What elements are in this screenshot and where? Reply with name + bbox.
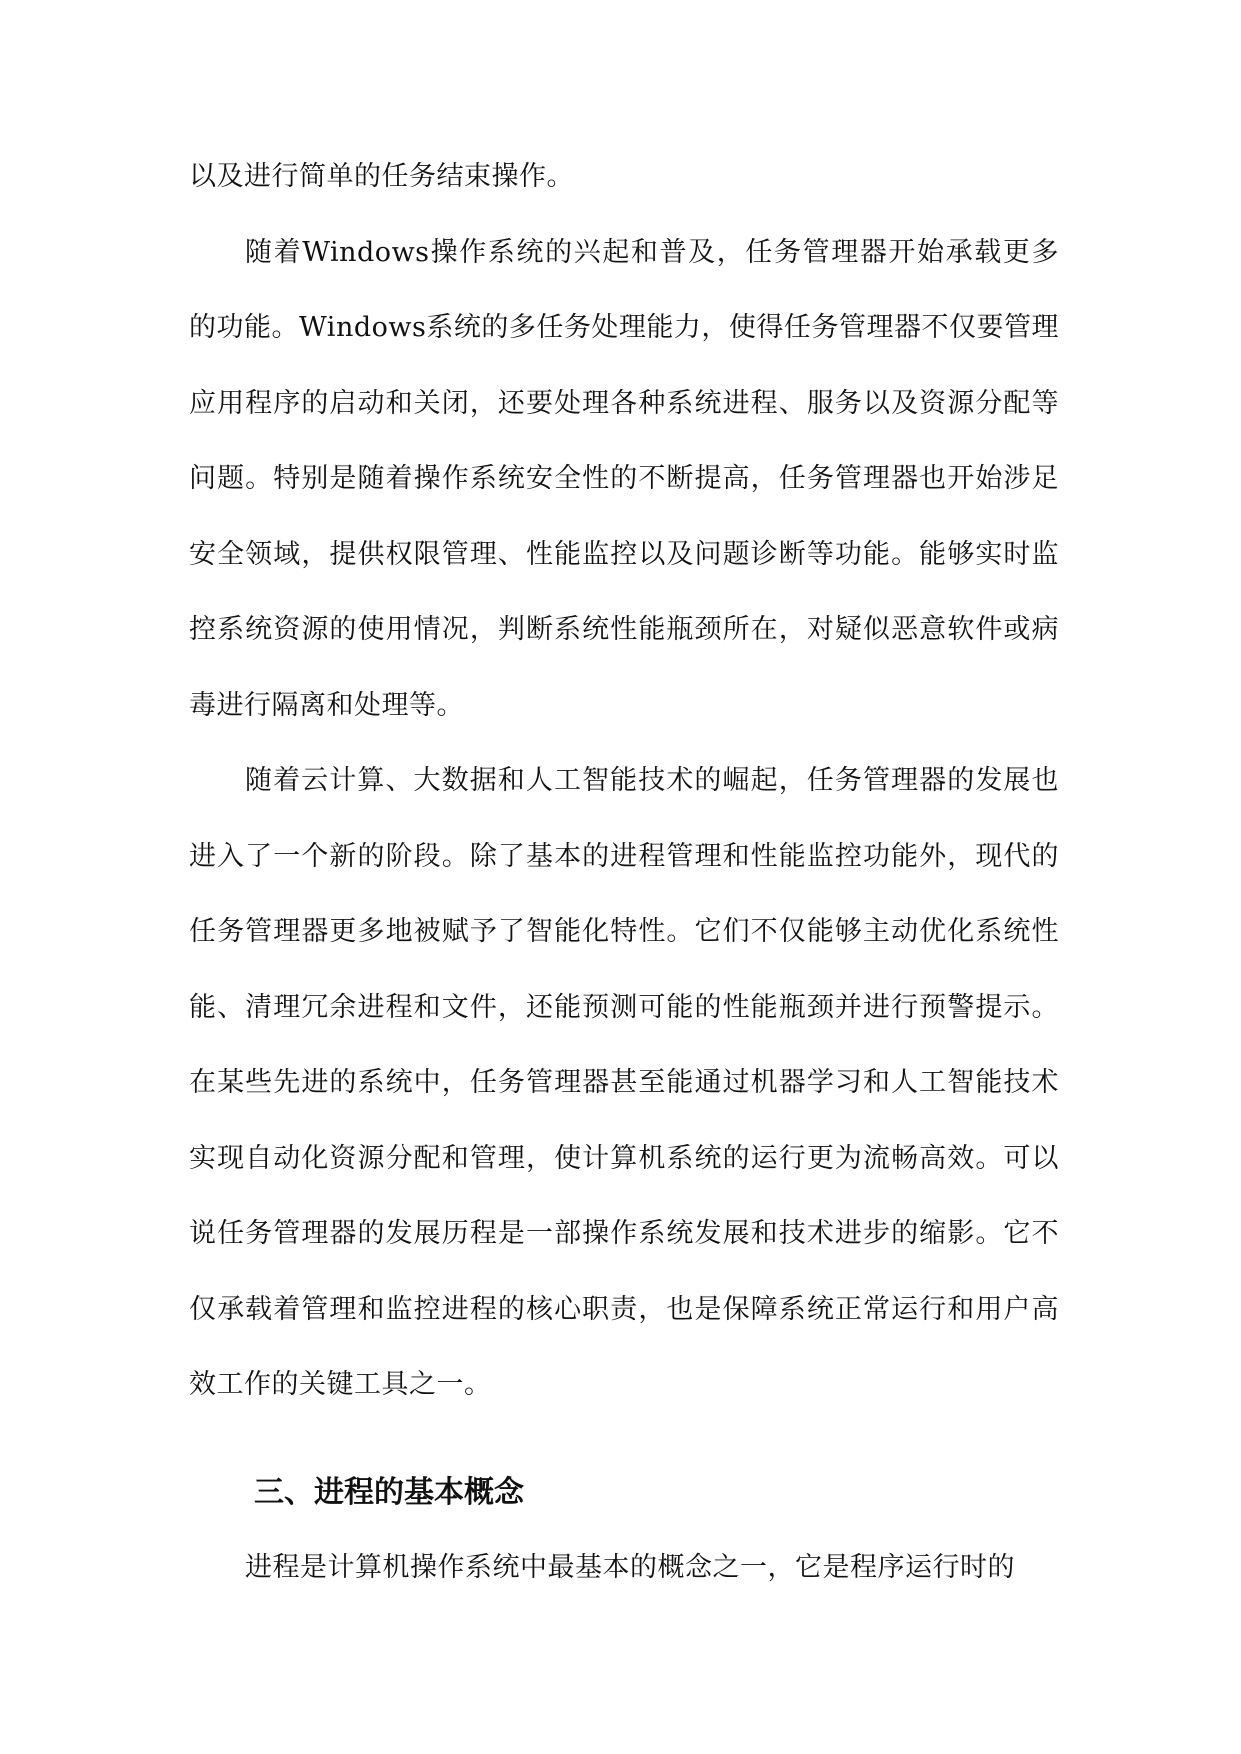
windows-history-paragraph: 随着Windows操作系统的兴起和普及，任务管理器开始承载更多的功能。Windows系统的多任务处理能力，使得任务管理器不仅要管理应用程序的启动和关闭，还要处理各种系统进程、服务以及资源分配等问题。特别是随着操作系统安全性的不断提高，任务管理器也开始涉足安全领域，提供权限管理、性能监控以及问题诊断等功能。能够实时监控系统资源的使用情况，判断系统性能瓶颈所在，对疑似恶意软件或病毒进行隔离和处理等。 [189, 236, 1059, 721]
process-concept-paragraph: 进程是计算机操作系统中最基本的概念之一，它是程序运行时的 [245, 1551, 1015, 1583]
cloud-ai-paragraph: 随着云计算、大数据和人工智能技术的崛起，任务管理器的发展也进入了一个新的阶段。除了基本的进程管理和性能监控功能外，现代的任务管理器更多地被赋予了智能化特性。它们不仅能够主动优化系统性能、清理冗余进程和文件，还能预测可能的性能瓶颈并进行预警提示。在某些先进的系统中，任务管理器甚至能通过机器学习和人工智能技术实现自动化资源分配和管理，使计算机系统的运行更为流畅高效。可以说任务管理器的发展历程是一部操作系统发展和技术进步的缩影。它不仅承载着管理和监控进程的核心职责，也是保障系统正常运行和用户高效工作的关键工具之一。 [189, 765, 1059, 1400]
section-heading: 三、进程的基本概念 [254, 1474, 524, 1510]
document-body [189, 139, 1059, 1605]
continuation-paragraph: 以及进行简单的任务结束操作。 [189, 161, 574, 192]
